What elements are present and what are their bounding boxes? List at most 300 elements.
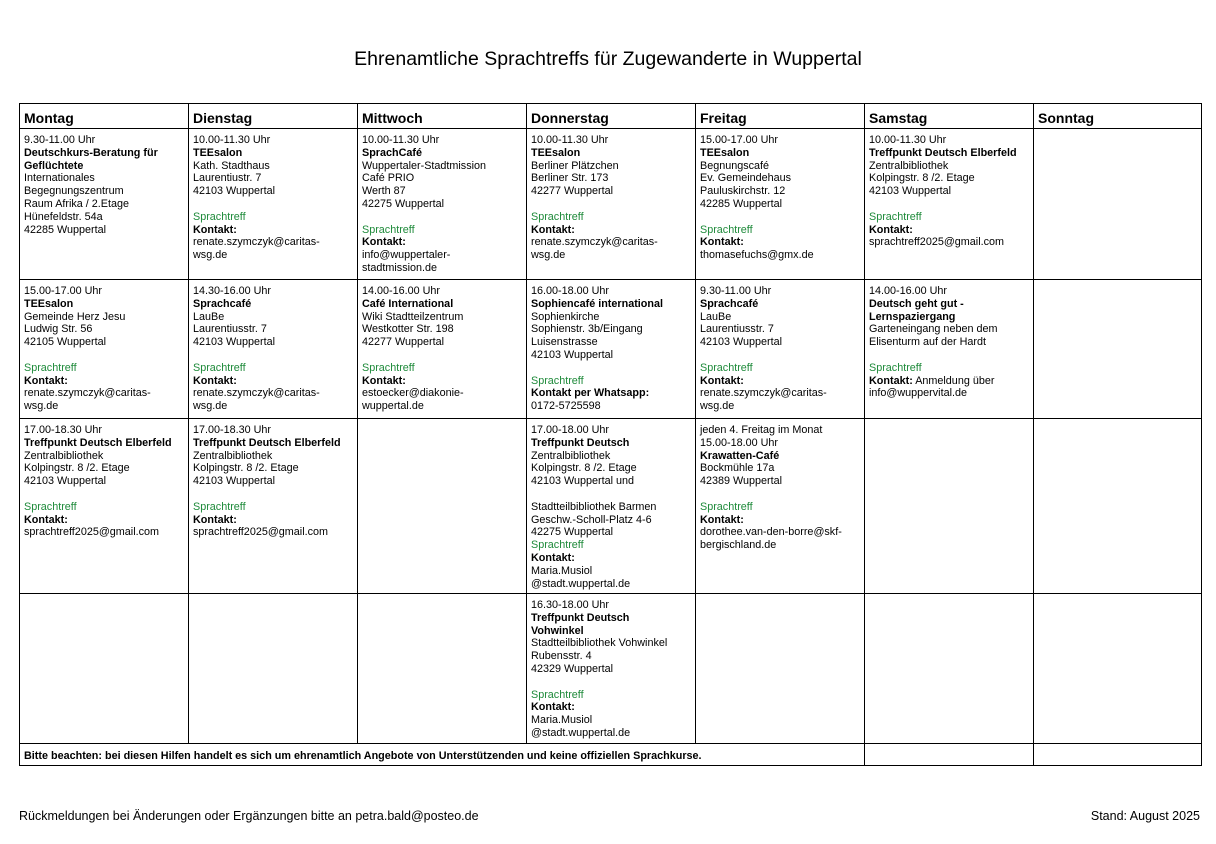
line-text: Sprachtreff (531, 210, 584, 223)
event-text (24, 311, 184, 324)
event-heading (24, 160, 184, 173)
line-text: Pauluskirchstr. 12 (700, 185, 786, 198)
line-text: stadtmission.de (362, 261, 438, 274)
line-text: 10.00-11.30 Uhr (531, 134, 609, 146)
event-cell (527, 594, 696, 744)
line-text: wsg.de (24, 400, 59, 413)
line-text: Sprachtreff (869, 361, 922, 374)
event-text (531, 462, 691, 475)
line-text: Wuppertaler-Stadtmission (362, 159, 487, 172)
line-text: Kontakt: (531, 701, 575, 714)
line-text: Deutschkurs-Beratung für (24, 146, 158, 159)
footer-feedback: Rückmeldungen bei Änderungen oder Ergänzungen bitte an petra.bald@posteo.de (19, 809, 479, 823)
sprachtreff-label (193, 362, 353, 375)
line-text: thomasefuchs@gmx.de (700, 249, 814, 262)
line-text: wsg.de (531, 249, 566, 262)
empty-cell (865, 744, 1034, 766)
line-text: Treffpunkt Deutsch (531, 436, 630, 449)
day-header: Dienstag (189, 104, 358, 129)
line-text: 15.00-17.00 Uhr (700, 134, 779, 146)
event-text (24, 134, 184, 147)
event-text (869, 236, 1029, 249)
empty-cell (1034, 744, 1202, 766)
event-text (24, 224, 184, 237)
spacer (362, 349, 522, 362)
event-heading (700, 147, 860, 160)
event-text (700, 198, 860, 211)
event-text (24, 172, 184, 185)
event-heading (869, 147, 1029, 160)
event-text (193, 424, 353, 437)
line-text: 42103 Wuppertal (24, 475, 107, 488)
event-text (193, 336, 353, 349)
line-text: 42103 Wuppertal (869, 185, 952, 198)
line-text: Kontakt: (700, 374, 744, 387)
sprachtreff-label (531, 539, 691, 552)
sprachtreff-label (193, 501, 353, 514)
event-heading (531, 147, 691, 160)
event-text (24, 323, 184, 336)
line-text: wuppertal.de (362, 400, 424, 413)
line-text: Sprachtreff (193, 500, 246, 513)
line-text: Garteneingang neben dem (869, 323, 998, 336)
line-text: Sprachtreff (531, 374, 584, 387)
line-text: Ev. Gemeindehaus (700, 172, 792, 185)
event-heading (24, 437, 184, 450)
line-text: 16.30-18.00 Uhr (531, 599, 610, 611)
line-text: Kontakt: (531, 223, 575, 236)
line-text: LauBe (193, 310, 225, 323)
line-text: 14.30-16.00 Uhr (193, 285, 272, 297)
line-text: 10.00-11.30 Uhr (869, 134, 947, 146)
line-text: Kontakt: (362, 374, 406, 387)
event-text (531, 637, 691, 650)
line-text: 42277 Wuppertal (362, 336, 445, 349)
table-row (20, 419, 1202, 594)
line-text: Sprachtreff (193, 210, 246, 223)
event-cell (527, 419, 696, 594)
table-row (20, 594, 1202, 744)
event-text (362, 262, 522, 275)
day-header: Mittwoch (358, 104, 527, 129)
line-text: Begegnungszentrum (24, 185, 124, 198)
event-text (193, 475, 353, 488)
line-text: Kolpingstr. 8 /2. Etage (869, 172, 975, 185)
disclaimer-note: Bitte beachten: bei diesen Hilfen handelt es sich um ehrenamtlich Angebote von Unterstützenden und keine offiziellen Sprachkurse. (20, 744, 865, 766)
event-heading (869, 311, 1029, 324)
event-text (700, 285, 860, 298)
event-text (24, 450, 184, 463)
line-text: 42389 Wuppertal (700, 475, 783, 488)
line-text: Kolpingstr. 8 /2. Etage (24, 462, 130, 475)
line-text: 17.00-18.30 Uhr (193, 424, 272, 436)
day-header: Montag (20, 104, 189, 129)
event-text (869, 185, 1029, 198)
event-text (362, 387, 522, 400)
line-text: 15.00-18.00 Uhr (700, 436, 779, 449)
event-heading (531, 612, 691, 625)
line-text: 16.00-18.00 Uhr (531, 285, 610, 297)
event-text (24, 336, 184, 349)
line-text: wsg.de (700, 400, 735, 413)
event-heading (531, 298, 691, 311)
event-text (193, 400, 353, 413)
event-text (869, 387, 1029, 400)
line-text: Kontakt: (193, 513, 237, 526)
event-heading (193, 224, 353, 237)
line-text: Sprachtreff (700, 361, 753, 374)
event-cell (696, 594, 865, 744)
event-text (531, 160, 691, 173)
spacer (531, 488, 691, 501)
sprachtreff-label (531, 211, 691, 224)
line-text: TEEsalon (193, 146, 243, 159)
event-text (193, 311, 353, 324)
event-cell (358, 419, 527, 594)
event-text (24, 387, 184, 400)
line-text: Treffpunkt Deutsch (531, 611, 630, 624)
line-text: Elisenturm auf der Hardt (869, 336, 987, 349)
event-text (193, 285, 353, 298)
event-heading (24, 514, 184, 527)
event-cell (527, 280, 696, 419)
line-text: Kontakt: (193, 223, 237, 236)
event-text (24, 526, 184, 539)
event-heading (24, 375, 184, 388)
spacer (700, 349, 860, 362)
sprachtreff-label (193, 211, 353, 224)
line-text: Kontakt: (869, 223, 913, 236)
line-text: LauBe (700, 310, 732, 323)
event-heading (362, 236, 522, 249)
event-heading (24, 298, 184, 311)
spacer (700, 488, 860, 501)
event-text (531, 336, 691, 349)
header-row (20, 104, 1202, 129)
line-text: 42105 Wuppertal (24, 336, 107, 349)
event-text (193, 185, 353, 198)
line-text: Westkotter Str. 198 (362, 323, 454, 336)
event-cell (865, 280, 1034, 419)
line-text: 10.00-11.30 Uhr (362, 134, 440, 146)
event-text (362, 336, 522, 349)
event-text (531, 578, 691, 591)
event-heading (193, 514, 353, 527)
event-text (362, 249, 522, 262)
event-cell (696, 280, 865, 419)
line-text: Krawatten-Café (700, 449, 780, 462)
spacer (24, 488, 184, 501)
event-heading (193, 298, 353, 311)
line-text: Sprachtreff (362, 361, 415, 374)
event-text (531, 134, 691, 147)
line-text: Sprachtreff (24, 361, 77, 374)
sprachtreff-label (531, 375, 691, 388)
event-cell (696, 129, 865, 280)
day-header: Samstag (865, 104, 1034, 129)
spacer (531, 676, 691, 689)
line-text: Sprachtreff (869, 210, 922, 223)
line-text: 14.00-16.00 Uhr (869, 285, 948, 297)
event-text (531, 400, 691, 413)
day-header: Freitag (696, 104, 865, 129)
event-text (362, 198, 522, 211)
event-text (700, 400, 860, 413)
event-heading (362, 298, 522, 311)
line-text: 15.00-17.00 Uhr (24, 285, 103, 297)
event-text (362, 285, 522, 298)
event-text (24, 198, 184, 211)
event-text (531, 311, 691, 324)
line-text: 42277 Wuppertal (531, 185, 614, 198)
line-text: Zentralbibliothek (193, 449, 273, 462)
line-text: Geschw.-Scholl-Platz 4-6 (531, 513, 652, 526)
event-text (24, 285, 184, 298)
line-text: Raum Afrika / 2.Etage (24, 197, 130, 210)
event-cell (189, 419, 358, 594)
event-text (24, 211, 184, 224)
event-text (362, 185, 522, 198)
event-text (193, 323, 353, 336)
event-text (700, 424, 860, 437)
line-text: sprachtreff2025@gmail.com (869, 236, 1004, 249)
line-text: 42329 Wuppertal (531, 662, 614, 675)
event-cell (865, 419, 1034, 594)
spacer (531, 362, 691, 375)
event-text (531, 249, 691, 262)
event-heading (193, 437, 353, 450)
event-heading (700, 514, 860, 527)
event-cell (1034, 419, 1202, 594)
line-text: 42103 Wuppertal (193, 475, 276, 488)
event-text (24, 475, 184, 488)
event-text (531, 285, 691, 298)
event-text (531, 349, 691, 362)
event-text (24, 462, 184, 475)
line-text: 42103 Wuppertal und (531, 475, 635, 488)
sprachtreff-label (700, 501, 860, 514)
table-row (20, 129, 1202, 280)
line-text: Stadtteilbibliothek Barmen (531, 500, 657, 513)
line-text: Berliner Plätzchen (531, 159, 619, 172)
spacer (24, 349, 184, 362)
event-text (193, 249, 353, 262)
line-text: Laurentiustr. 7 (193, 172, 262, 185)
line-text: info@wuppervital.de (869, 387, 967, 400)
line-text: Wiki Stadtteilzentrum (362, 310, 464, 323)
event-cell (189, 280, 358, 419)
line-text: Kolpingstr. 8 /2. Etage (531, 462, 637, 475)
event-heading (700, 298, 860, 311)
event-cell (189, 129, 358, 280)
line-text: 42285 Wuppertal (700, 197, 783, 210)
sprachtreff-label (24, 362, 184, 375)
event-text (869, 160, 1029, 173)
spacer (193, 198, 353, 211)
line-text: Bockmühle 17a (700, 462, 775, 475)
sprachtreff-label (362, 362, 522, 375)
line-text: Laurentiusstr. 7 (193, 323, 267, 336)
line-text: Laurentiusstr. 7 (700, 323, 774, 336)
event-text (193, 387, 353, 400)
event-cell (358, 129, 527, 280)
event-heading (869, 224, 1029, 237)
event-cell (1034, 280, 1202, 419)
event-text (700, 172, 860, 185)
line-text: 14.00-16.00 Uhr (362, 285, 441, 297)
line-text: Treffpunkt Deutsch Elberfeld (24, 436, 172, 449)
event-heading (531, 625, 691, 638)
event-cell (189, 594, 358, 744)
line-text: SprachCafé (362, 146, 423, 159)
line-text: dorothee.van-den-borre@skf- (700, 526, 842, 539)
line-text: 9.30-11.00 Uhr (24, 134, 96, 146)
line-text: renate.szymczyk@caritas- (24, 387, 151, 400)
line-text: sprachtreff2025@gmail.com (193, 526, 328, 539)
line-text: Lernspaziergang (869, 310, 956, 323)
line-text: 42103 Wuppertal (531, 348, 614, 361)
sprachtreff-label (869, 211, 1029, 224)
event-text (193, 526, 353, 539)
line-text: Sophienstr. 3b/Eingang (531, 323, 643, 336)
event-text (193, 172, 353, 185)
line-text: Sprachtreff (24, 500, 77, 513)
event-text (700, 437, 860, 450)
event-text (531, 450, 691, 463)
line-text: Vohwinkel (531, 624, 584, 637)
line-text: Internationales (24, 172, 95, 185)
event-text (362, 323, 522, 336)
line-text: Zentralbibliothek (24, 449, 104, 462)
line-text: Kontakt: (700, 236, 744, 249)
event-text (531, 650, 691, 663)
line-text: Treffpunkt Deutsch Elberfeld (193, 436, 341, 449)
line-text: Sprachtreff (700, 223, 753, 236)
event-heading (193, 147, 353, 160)
sprachtreff-label (362, 224, 522, 237)
sprachtreff-label (700, 362, 860, 375)
event-heading (531, 701, 691, 714)
line-text: estoecker@diakonie- (362, 387, 464, 400)
line-text: 42275 Wuppertal (531, 526, 614, 539)
event-text (531, 501, 691, 514)
line-text: @stadt.wuppertal.de (531, 726, 631, 739)
event-text (700, 475, 860, 488)
spacer (869, 349, 1029, 362)
line-text: Kontakt: (193, 374, 237, 387)
line-text: 42285 Wuppertal (24, 223, 107, 236)
line-text: Kontakt: (24, 374, 68, 387)
event-text (362, 134, 522, 147)
event-text (700, 160, 860, 173)
line-text: Sprachtreff (531, 688, 584, 701)
event-cell (527, 129, 696, 280)
event-text (24, 400, 184, 413)
event-text (531, 424, 691, 437)
event-heading (362, 147, 522, 160)
line-text: 42103 Wuppertal (700, 336, 783, 349)
event-text (700, 462, 860, 475)
event-text (700, 539, 860, 552)
line-text: Kontakt: (24, 513, 68, 526)
event-text (531, 599, 691, 612)
line-text: Deutsch geht gut - (869, 297, 964, 310)
note-row (20, 744, 1202, 766)
event-text (531, 185, 691, 198)
line-text: Zentralbibliothek (869, 159, 949, 172)
event-text (700, 526, 860, 539)
line-text: wsg.de (193, 400, 228, 413)
line-text: Kontakt: (362, 236, 406, 249)
event-heading (869, 375, 1029, 388)
event-text (362, 172, 522, 185)
line-text: renate.szymczyk@caritas- (193, 236, 320, 249)
line-text: wsg.de (193, 249, 228, 262)
line-text: Luisenstrasse (531, 336, 598, 349)
event-heading (700, 450, 860, 463)
event-text (700, 387, 860, 400)
line-text: TEEsalon (531, 146, 581, 159)
line-text: Sprachcafé (700, 297, 759, 310)
line-text: Kontakt: (531, 551, 575, 564)
event-text (531, 475, 691, 488)
event-text (700, 323, 860, 336)
line-text: Gemeinde Herz Jesu (24, 310, 126, 323)
line-text: Berliner Str. 173 (531, 172, 609, 185)
sprachtreff-label (869, 362, 1029, 375)
line-text: renate.szymczyk@caritas- (531, 236, 658, 249)
event-cell (865, 594, 1034, 744)
sprachtreff-label (531, 689, 691, 702)
line-text: renate.szymczyk@caritas- (193, 387, 320, 400)
line-text: Begnungscafé (700, 159, 770, 172)
line-text: TEEsalon (24, 297, 74, 310)
event-heading (193, 375, 353, 388)
line-text: Café PRIO (362, 172, 415, 185)
line-text: Sprachtreff (531, 539, 584, 552)
event-cell (358, 594, 527, 744)
event-text (869, 285, 1029, 298)
line-text: Sophiencafé international (531, 297, 663, 310)
event-text (700, 249, 860, 262)
line-text: Kontakt per Whatsapp: (531, 387, 650, 400)
line-text: Kontakt: (869, 374, 913, 387)
event-heading (531, 437, 691, 450)
event-cell (1034, 594, 1202, 744)
spacer (700, 211, 860, 224)
line-text: @stadt.wuppertal.de (531, 577, 631, 590)
line-text: sprachtreff2025@gmail.com (24, 526, 159, 539)
event-text (24, 185, 184, 198)
spacer (193, 349, 353, 362)
event-heading (531, 552, 691, 565)
line-text: Café International (362, 297, 454, 310)
event-cell (20, 594, 189, 744)
event-text (700, 185, 860, 198)
line-text: Treffpunkt Deutsch Elberfeld (869, 146, 1017, 159)
event-text (869, 336, 1029, 349)
event-text (531, 565, 691, 578)
line-text: 0172-5725598 (531, 400, 601, 413)
event-text (193, 462, 353, 475)
event-cell (865, 129, 1034, 280)
line-rest: Anmeldung über (912, 374, 995, 387)
event-text (531, 526, 691, 539)
line-text: 17.00-18.30 Uhr (24, 424, 103, 436)
page-title: Ehrenamtliche Sprachtreffs für Zugewanderte in Wuppertal (354, 48, 862, 70)
event-text (869, 134, 1029, 147)
event-text (193, 236, 353, 249)
